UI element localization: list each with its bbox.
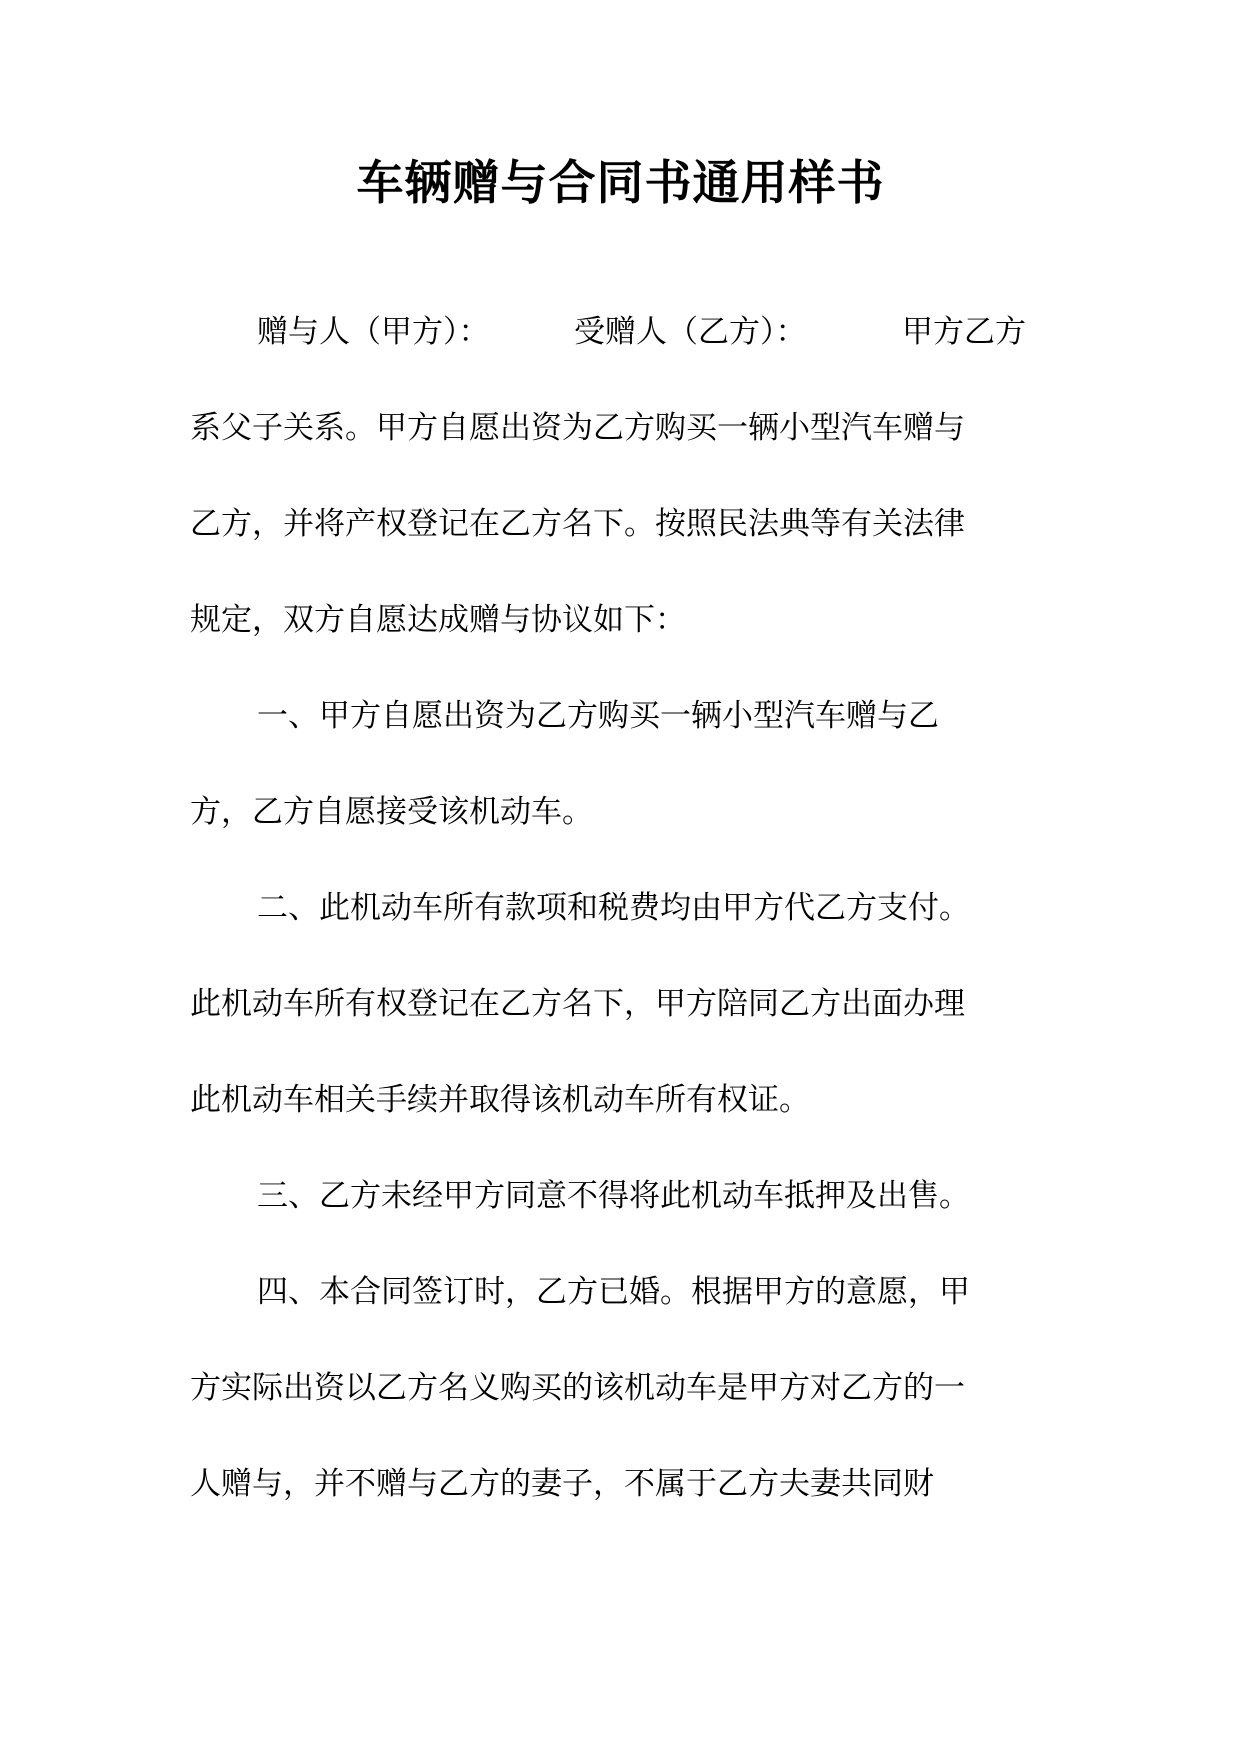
party-header-row xyxy=(257,308,1026,356)
paragraph-line: 乙方，并将产权登记在乙方名下。按照民法典等有关法律 xyxy=(190,506,965,542)
clause-2-line: 二、此机动车所有款项和税费均由甲方代乙方支付。 xyxy=(257,890,970,926)
parties-relation-start: 甲方乙方 xyxy=(902,314,1026,350)
clause-2-line: 此机动车所有权登记在乙方名下，甲方陪同乙方出面办理 xyxy=(190,986,965,1022)
clause-2-line: 此机动车相关手续并取得该机动车所有权证。 xyxy=(190,1082,810,1118)
clause-4-line: 四、本合同签订时，乙方已婚。根据甲方的意愿，甲 xyxy=(257,1274,970,1310)
clause-4-line: 人赠与，并不赠与乙方的妻子，不属于乙方夫妻共同财 xyxy=(190,1466,934,1502)
clause-4-line: 方实际出资以乙方名义购买的该机动车是甲方对乙方的一 xyxy=(190,1370,965,1406)
paragraph-line: 系父子关系。甲方自愿出资为乙方购买一辆小型汽车赠与 xyxy=(190,410,965,446)
clause-1-line: 方，乙方自愿接受该机动车。 xyxy=(190,794,593,830)
donee-label: 受赠人（乙方）： xyxy=(574,314,807,350)
document-title: 车辆赠与合同书通用样书 xyxy=(356,156,885,211)
clause-3-line: 三、乙方未经甲方同意不得将此机动车抵押及出售。 xyxy=(257,1178,970,1214)
donor-label: 赠与人（甲方）： xyxy=(257,314,490,350)
clause-1-line: 一、甲方自愿出资为乙方购买一辆小型汽车赠与乙 xyxy=(257,698,939,734)
paragraph-line: 规定，双方自愿达成赠与协议如下： xyxy=(190,602,686,638)
